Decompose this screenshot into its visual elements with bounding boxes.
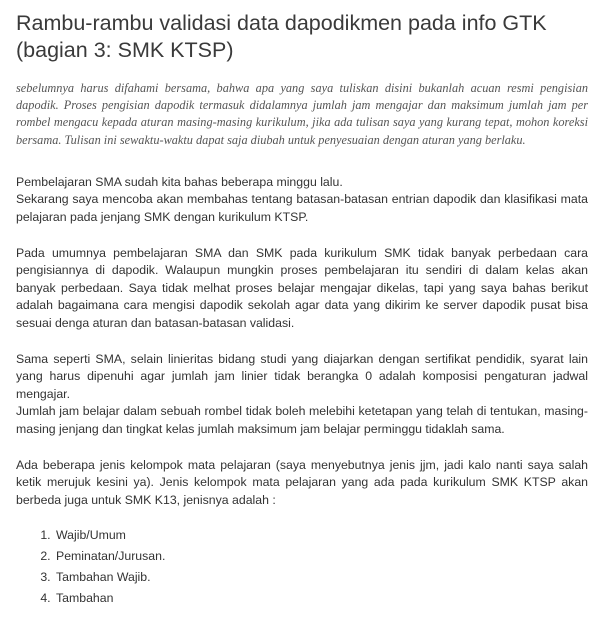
subject-group-list [16, 525, 588, 608]
paragraph-1 [16, 174, 588, 227]
paragraph-3-line-2: Jumlah jam belajar dalam sebuah rombel tidak boleh melebihi ketetapan yang telah di tentukan, masing-masing jenjang dan tingkat kelas jumlah maksimum jam belajar perminggu tidaklah sama. [16, 404, 588, 436]
paragraph-2: Pada umumnya pembelajaran SMA dan SMK pada kurikulum SMK tidak banyak perbedaan cara pengisiannya di dapodik. Walaupun mungkin proses pembelajaran itu sendiri di dalam kelas akan banyak perbedaan. Saya tidak melhat proses belajar mengajar dikelas, tapi yang saya bahas berikut adalah bagaimana cara mengisi dapodik sekolah agar data yang dikirim ke server dapodik pusat bisa sesuai denga aturan dan batasan-batasan validasi. [16, 245, 588, 330]
paragraph-1-line-2: Sekarang saya mencoba akan membahas tentang batasan-batasan entrian dapodik dan klasifikasi mata pelajaran pada jenjang SMK dengan kurikulum KTSP. [16, 192, 588, 224]
article [16, 0, 588, 609]
paragraph-3 [16, 351, 588, 439]
list-item: 2. Peminatan/Jurusan. [54, 546, 588, 567]
paragraph-3-line-1: Sama seperti SMA, selain linieritas bidang studi yang diajarkan dengan sertifikat pendidik, syarat lain yang harus dipenuhi agar jumlah jam linier tidak berangka 0 adalah komposisi pengaturan jadwal mengajar. [16, 351, 588, 401]
paragraph-1-line-1: Pembelajaran SMA sudah kita bahas beberapa minggu lalu. [16, 174, 343, 189]
list-item: 3. Tambahan Wajib. [54, 567, 588, 588]
list-item: 1. Wajib/Umum [54, 525, 588, 546]
article-title: Rambu-rambu validasi data dapodikmen pada info GTK (bagian 3: SMK KTSP) [16, 11, 547, 62]
list-item: 4. Tambahan [54, 588, 588, 609]
paragraph-4: Ada beberapa jenis kelompok mata pelajaran (saya menyebutnya jenis jjm, jadi kalo nanti saya salah ketik merujuk kesini ya). Jenis kelompok mata pelajaran yang ada pada kurikulum SMK KTSP akan berbeda juga untuk SMK K13, jenisnya adalah : [16, 457, 588, 507]
intro-disclaimer: sebelumnya harus difahami bersama, bahwa apa yang saya tuliskan disini bukanlah acuan resmi pengisian dapodik. Proses pengisian dapodik termasuk didalamnya jumlah jam mengajar dan maksimum jumlah jam per rombel mengacu kepada aturan masing-masing kurikulum, jika ada tulisan saya yang kurang tepat, mohon koreksi bersama. Tulisan ini sewaktu-waktu dapat saja diubah untuk penyesuaian dengan aturan yang berlaku. [16, 81, 588, 147]
